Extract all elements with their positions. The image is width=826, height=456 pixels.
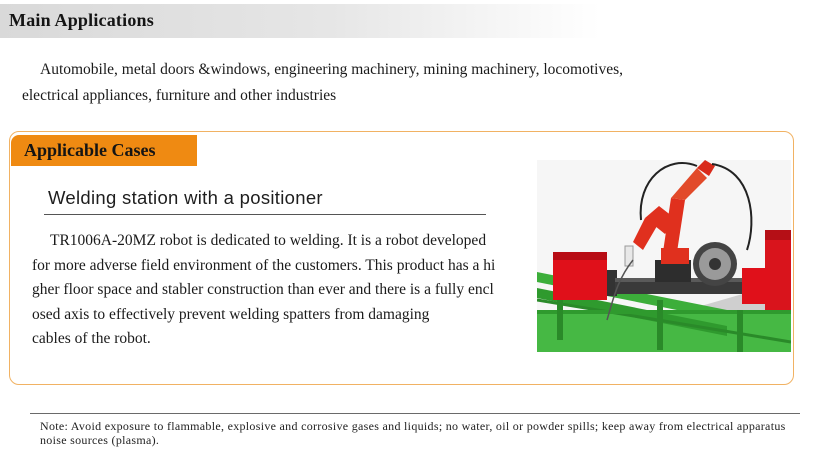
case-description-line: gher floor space and stabler construction than ever and there is a fully encl bbox=[32, 281, 494, 298]
applications-text-line: electrical appliances, furniture and other industries bbox=[22, 87, 337, 104]
applications-text-line: Automobile, metal doors &windows, engineering machinery, mining machinery, locomotives, bbox=[40, 61, 623, 78]
case-description-line: osed axis to effectively prevent welding spatters from damaging bbox=[32, 305, 430, 323]
case-description-line: TR1006A-20MZ robot is dedicated to welding. It is a robot developed bbox=[50, 232, 487, 249]
applicable-cases-label: Applicable Cases bbox=[24, 140, 156, 160]
case-title: Welding station with a positioner bbox=[48, 187, 323, 208]
main-applications-header bbox=[0, 4, 600, 38]
robot-welding-station-svg bbox=[537, 160, 791, 352]
safety-note: Note: Avoid exposure to flammable, explosive and corrosive gases and liquids; no water, oil or powder spills; keep away from electrical apparatus noise sources (plasma). bbox=[30, 413, 800, 447]
main-applications-title: Main Applications bbox=[9, 10, 154, 30]
case-title-divider bbox=[44, 214, 486, 215]
case-description-line: for more adverse field environment of the customers. This product has a hi bbox=[32, 256, 496, 274]
applicable-cases-tab bbox=[11, 135, 197, 166]
robot-welding-station-picture bbox=[537, 160, 791, 352]
applications-text bbox=[22, 57, 702, 109]
case-description-line: cables of the robot. bbox=[32, 330, 151, 347]
case-description bbox=[32, 229, 542, 352]
